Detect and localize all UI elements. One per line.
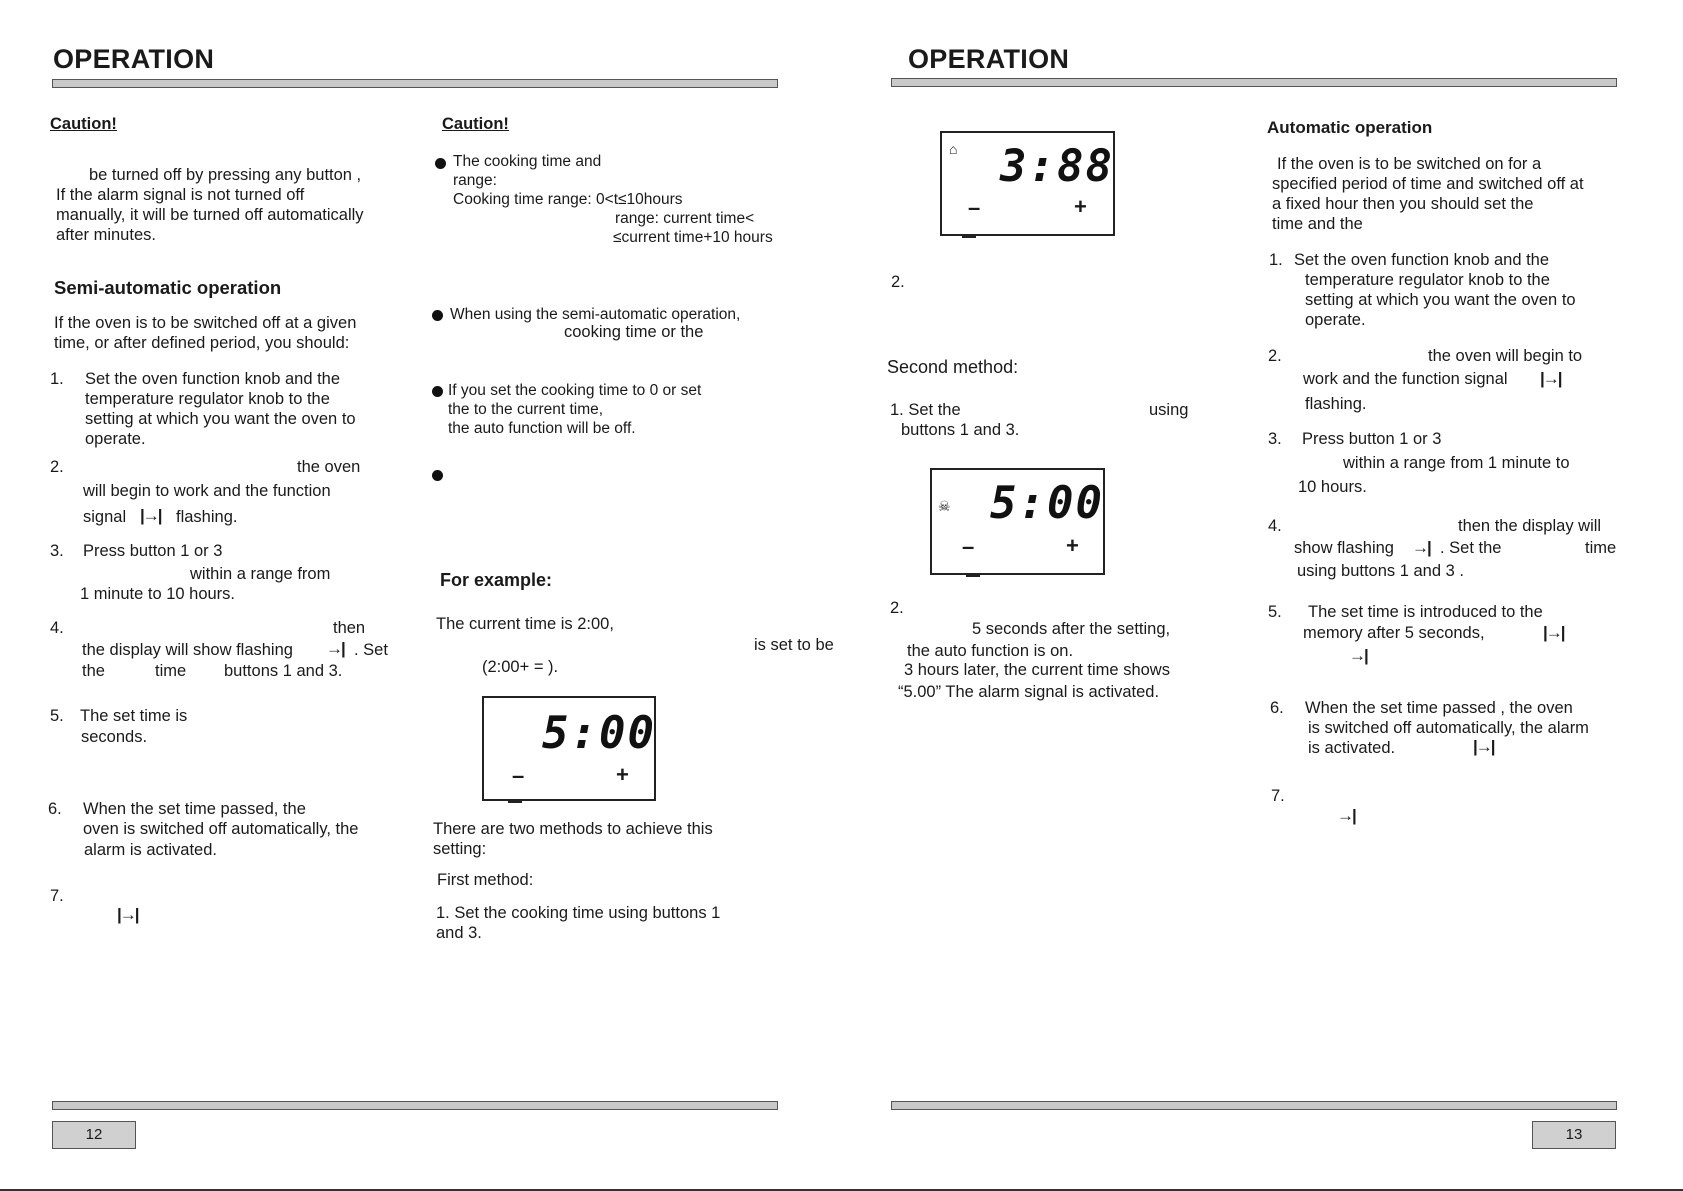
step-text: memory after 5 seconds, <box>1303 624 1485 642</box>
methods-text: There are two methods to achieve this <box>433 820 713 838</box>
alarm-symbol-icon: ☠ <box>938 498 951 514</box>
duration-signal-icon: |→| <box>1473 737 1494 756</box>
caution-heading-2: Caution! <box>442 115 509 133</box>
footer-rule-right <box>891 1101 1617 1110</box>
bullet-text: cooking time or the <box>564 323 704 341</box>
methods-text: setting: <box>433 840 487 858</box>
step-text: seconds. <box>81 728 148 746</box>
lcd-tab <box>962 235 976 238</box>
step-text: within a range from 1 minute to <box>1343 454 1570 472</box>
bullet-text: range: <box>453 172 497 189</box>
step-text: operate. <box>85 430 146 448</box>
step-number: 7. <box>1271 787 1285 805</box>
step-text: setting at which you want the oven to <box>1305 291 1576 309</box>
step-number: 3. <box>50 542 64 560</box>
step-text: the oven <box>297 458 361 476</box>
footer-rule-left <box>52 1101 778 1110</box>
step-text: operate. <box>1305 311 1366 329</box>
step-text: Press button 1 or 3 <box>1302 430 1442 448</box>
step-text: the oven will begin to <box>1428 347 1583 365</box>
step-number: 3. <box>1268 430 1282 448</box>
step-number: 6. <box>48 800 62 818</box>
cook-symbol-icon: ⌂ <box>949 141 958 157</box>
bullet <box>432 310 443 321</box>
bullet-text: When using the semi-automatic operation, <box>450 306 741 323</box>
bullet <box>432 470 443 481</box>
first-method-label: First method: <box>437 871 534 889</box>
step-text: then <box>333 619 366 637</box>
lcd-display <box>482 696 656 801</box>
header-rule-left <box>52 79 778 88</box>
example-text: is set to be <box>754 636 834 654</box>
step-text: the display will show flashing <box>82 641 293 659</box>
step-text: 10 hours. <box>1298 478 1367 496</box>
step-text: time <box>155 662 187 680</box>
step-text: work and the function signal <box>1303 370 1508 388</box>
step-text: The set time is <box>80 707 188 725</box>
page-title-left: OPERATION <box>53 44 215 74</box>
step-text: Set the oven function knob and the <box>1294 251 1550 269</box>
step-text: flashing. <box>176 508 238 526</box>
semi-intro-line: If the oven is to be switched off at a given <box>54 314 357 332</box>
step-number: 2. <box>891 273 905 291</box>
bullet <box>432 386 443 397</box>
step-number: 1. <box>1269 251 1283 269</box>
lcd-tab <box>508 800 522 803</box>
duration-signal-icon: |→| <box>140 506 161 525</box>
step-number: 4. <box>50 619 64 637</box>
caution-line: If the alarm signal is not turned off <box>56 186 305 204</box>
step-number: 4. <box>1268 517 1282 535</box>
end-time-signal-icon: →| <box>1412 538 1430 557</box>
step-text: alarm is activated. <box>84 841 217 859</box>
step-number: 2. <box>50 458 64 476</box>
step-number: 5. <box>1268 603 1282 621</box>
automatic-heading: Automatic operation <box>1267 118 1433 137</box>
duration-signal-icon: |→| <box>1543 623 1564 642</box>
bullet-text: ≤current time+10 hours <box>613 229 773 246</box>
step-text: . Set the <box>1440 539 1502 557</box>
lcd-digits: 5:00 <box>990 478 1104 529</box>
step-text: the <box>82 662 105 680</box>
end-time-signal-icon: →| <box>1349 646 1367 665</box>
bullet-text: the auto function will be off. <box>448 420 636 437</box>
caution-line: after minutes. <box>56 226 156 244</box>
lcd-digits: 5:00 <box>542 708 656 759</box>
bullet-text: If you set the cooking time to 0 or set <box>448 382 702 399</box>
semi-intro-line: time, or after defined period, you should: <box>54 334 350 352</box>
method-step: 1. Set the cooking time using buttons 1 <box>436 904 721 922</box>
step-text: 1 minute to 10 hours. <box>80 585 236 603</box>
step-text: then the display will <box>1458 517 1602 535</box>
step-text: is switched off automatically, the alarm <box>1308 719 1589 737</box>
page-number-left: 12 <box>52 1121 136 1149</box>
step-text: When the set time passed , the oven <box>1305 699 1573 717</box>
lcd-display <box>930 468 1105 575</box>
caution-line: manually, it will be turned off automatically <box>56 206 364 224</box>
lcd-tab <box>966 574 980 577</box>
step-text: setting at which you want the oven to <box>85 410 356 428</box>
bullet-text: range: current time< <box>615 210 755 227</box>
bullet <box>435 158 446 169</box>
example-text: The current time is 2:00, <box>436 615 614 633</box>
auto-intro-line: time and the <box>1272 215 1363 233</box>
caution-heading-1: Caution! <box>50 115 117 133</box>
method-step: using <box>1149 401 1189 419</box>
bullet-text: Cooking time range: 0<t≤10hours <box>453 191 683 208</box>
step-text: flashing. <box>1305 395 1367 413</box>
step-text: within a range from <box>190 565 331 583</box>
bullet-text: The cooking time and <box>453 153 602 170</box>
step-text: using buttons 1 and 3 . <box>1297 562 1464 580</box>
method-step: buttons 1 and 3. <box>901 421 1020 439</box>
step-number: 5. <box>50 707 64 725</box>
minus-icon: – <box>512 763 525 788</box>
page-title-right: OPERATION <box>908 44 1070 74</box>
step-number: 1. <box>50 370 64 388</box>
end-time-signal-icon: →| <box>326 639 344 658</box>
step-number: 2. <box>1268 347 1282 365</box>
step-text: . Set <box>354 641 388 659</box>
plus-icon: + <box>1066 533 1079 558</box>
auto-intro-line: a fixed hour then you should set the <box>1272 195 1534 213</box>
method-step: 1. Set the <box>890 401 961 419</box>
example-text: (2:00+ = ). <box>482 658 559 676</box>
caution-line: be turned off by pressing any button , <box>89 166 362 184</box>
end-time-signal-icon: →| <box>1337 806 1355 825</box>
example-heading: For example: <box>440 570 553 590</box>
bullet-text: the to the current time, <box>448 401 604 418</box>
minus-icon: – <box>968 195 981 220</box>
step-text: 3 hours later, the current time shows <box>904 661 1170 679</box>
step-number: 7. <box>50 887 64 905</box>
lcd-display <box>940 131 1115 236</box>
step-text: Set the oven function knob and the <box>85 370 341 388</box>
auto-intro-line: If the oven is to be switched on for a <box>1277 155 1542 173</box>
step-text: “5.00” The alarm signal is activated. <box>898 683 1160 701</box>
step-text: temperature regulator knob to the <box>1305 271 1550 289</box>
step-number: 2. <box>890 599 904 617</box>
second-method-label: Second method: <box>887 357 1019 377</box>
step-text: When the set time passed, the <box>83 800 306 818</box>
page-number-right: 13 <box>1532 1121 1616 1149</box>
minus-icon: – <box>962 534 975 559</box>
step-text: time <box>1585 539 1617 557</box>
semi-automatic-heading: Semi-automatic operation <box>54 277 282 298</box>
plus-icon: + <box>616 762 629 787</box>
step-text: The set time is introduced to the <box>1308 603 1543 621</box>
step-text: 5 seconds after the setting, <box>972 620 1171 638</box>
step-text: signal <box>83 508 127 526</box>
duration-signal-icon: |→| <box>117 905 138 924</box>
method-step: and 3. <box>436 924 482 942</box>
step-text: oven is switched off automatically, the <box>83 820 359 838</box>
step-text: buttons 1 and 3. <box>224 662 343 680</box>
plus-icon: + <box>1074 194 1087 219</box>
step-text: will begin to work and the function <box>83 482 331 500</box>
step-text: Press button 1 or 3 <box>83 542 223 560</box>
duration-signal-icon: |→| <box>1540 369 1561 388</box>
header-rule-right <box>891 78 1617 87</box>
step-number: 6. <box>1270 699 1284 717</box>
step-text: temperature regulator knob to the <box>85 390 330 408</box>
auto-intro-line: specified period of time and switched off at <box>1272 175 1584 193</box>
step-text: the auto function is on. <box>907 642 1074 660</box>
step-text: show flashing <box>1294 539 1394 557</box>
step-text: is activated. <box>1308 739 1396 757</box>
lcd-digits: 3:88 <box>1000 141 1114 192</box>
